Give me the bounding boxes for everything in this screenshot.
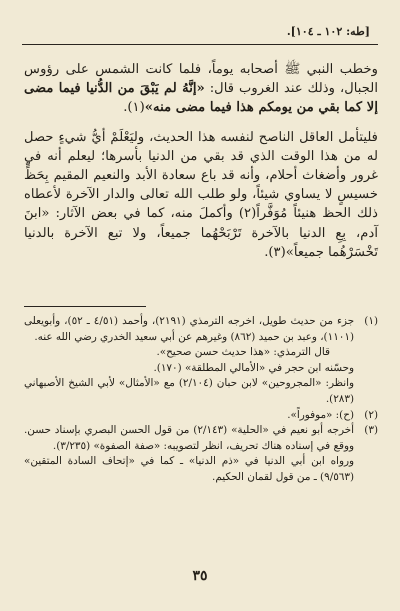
footnote-1-line: قال الترمذي: «هذا حديث حسن صحيح». xyxy=(156,346,330,359)
footnote-2 xyxy=(24,408,378,424)
footnotes xyxy=(24,314,378,486)
page-header-reference: [طه: ١٠٢ ـ ١٠٤]. xyxy=(286,25,370,38)
footnote-divider xyxy=(24,306,146,307)
footnote-ref-1: (١). xyxy=(123,100,145,116)
footnote-1-line: جزء من حديث طويل، اخرجه الترمذي (٢١٩١)، وأحمد (٤/٥١ ـ ٥٢)، وأبويعلى (١١٠١)، وعبد بن حميد (٨٦٢) وغيرهم عن أبي سعيد الخدري رضي الله عنه. xyxy=(24,315,354,343)
main-text xyxy=(24,60,378,262)
header-divider xyxy=(22,44,378,45)
footnote-3-number: (٣) xyxy=(364,424,378,437)
footnote-1 xyxy=(24,314,378,408)
hadith-quote: «إنَّهُ لم يَبْقَ من الدُّنيا فيما مضى إلا كما بقي من يومكم هذا فيما مضى منه» xyxy=(24,81,378,116)
footnote-1-number: (١) xyxy=(364,315,378,327)
p1-intro: وخطب النبي ﷺ أصحابه يوماً، فلما كانت الشمس على رؤوس الجبال، وذلك عند الغروب قال: xyxy=(24,62,378,97)
p2-text: فليتأمل العاقل الناصح لنفسه هذا الحديث، وليَعْلَمْ أيُّ شيءٍ حصل له من هذا الوقت الذي قد بقي من الدنيا بأسرها؛ ليعلم أنه في غرور وأضغاث أحلام، وأنه قد باع سعادة الأبد والنعيم المقيم بِحَظٍّ خسيسٍ لا يساوي شيئاً، ولو طلب الله تعالى والدار الآخرة لأعطاه ذلك الحظ هنيئاً مُوَفَّراً(٢) وأكملَ منه، كما في بعض الآثار: «ابنَ آدم، بِعِ الدنيا بالآخرة تَرْبَحْهُما جميعاً، ولا تبع الآخرة بالدنيا تَخْسَرْهُما جميعاً»(٣). xyxy=(24,129,378,260)
footnote-2-text: (ح): «موفوراً». xyxy=(287,408,354,421)
footnote-1-line: وحسّنه ابن حجر في «الأمالي المطلقة» (١٧٠). xyxy=(153,361,354,374)
footnote-3-line: ورواه ابن أبي الدنيا في «ذم الدنيا» ـ كما في «إتحاف السادة المتقين» (٩/٥٦٣) ـ من قول لقمان الحكيم. xyxy=(24,455,354,483)
page-number: ٣٥ xyxy=(192,568,208,584)
footnote-3 xyxy=(24,423,378,485)
paragraph-1 xyxy=(24,60,378,118)
paragraph-2 xyxy=(24,128,378,262)
footnote-3-line: أخرجه أبو نعيم في «الحلية» (٢/١٤٣) من قول الحسن البصري بإسناد حسن. ووقع في إسناده هناك تحريف، انظر لتصويبه: «صفة الصفوة» (٣/٢٣٥). xyxy=(24,424,354,452)
footnote-2-number: (٢) xyxy=(364,408,378,421)
footnote-1-line: وانظر: «المجروحين» لابن حبان (٢/١٠٤) مع «الأمثال» لأبي الشيخ الأصبهاني (٢٨٣). xyxy=(24,377,355,405)
